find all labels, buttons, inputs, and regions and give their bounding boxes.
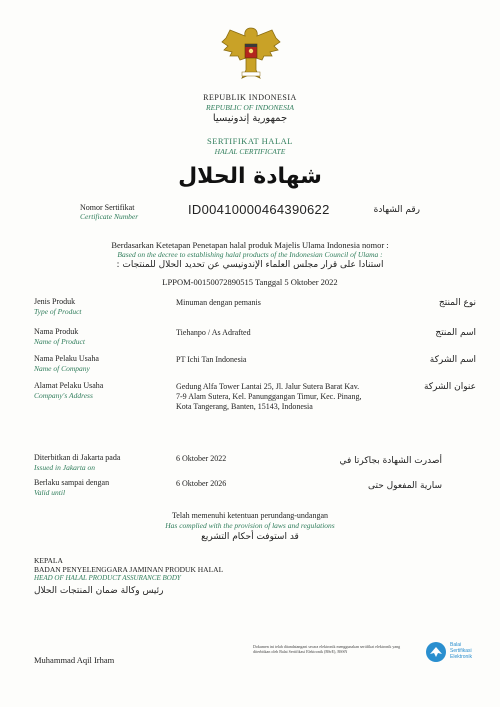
signatory-title-en: HEAD OF HALAL PRODUCT ASSURANCE BODY [34, 574, 181, 582]
bsre-line-3: Elektronik [450, 654, 472, 660]
date-label-ar: أصدرت الشهادة بجاكرتا في [339, 456, 442, 466]
cert-number-label: Nomor Sertifikat [80, 203, 135, 212]
bsre-line-1: Balai [450, 642, 462, 648]
signatory-title-ar: رئيس وكالة ضمان المنتجات الحلال [34, 586, 164, 596]
field-label: Alamat Pelaku Usaha [34, 381, 104, 390]
bsre-logo-icon [424, 640, 448, 664]
certificate-title-en: HALAL CERTIFICATE [214, 147, 286, 156]
decree-number: LPPOM-00150072890515 Tanggal 5 Oktober 2022 [162, 277, 338, 287]
field-label-ar: اسم المنتج [435, 328, 476, 338]
closing-line-ar: قد استوفت أحكام التشريع [201, 532, 299, 542]
cert-number: ID00410000464390622 [188, 202, 330, 217]
certificate-title: SERTIFIKAT HALAL [207, 136, 293, 146]
republic-title: REPUBLIK INDONESIA [203, 93, 297, 102]
field-value: Gedung Alfa Tower Lantai 25, Jl. Jalur Sutera Barat Kav. 7-9 Alam Sutera, Kel. Panunggangan Timur, Kec. Pinang, Kota Tangerang, Banten, 15143, Indonesia [176, 382, 362, 411]
cert-number-label-ar: رقم الشهادة [373, 205, 420, 215]
date-label-en: Valid until [34, 488, 66, 497]
field-value: Tiehanpo / As Adrafted [176, 328, 251, 337]
date-label-en: Issued in Jakarta on [34, 463, 96, 472]
basis-line-en: Based on the decree to establishing halal products of the Indonesian Council of Ulama : [117, 250, 383, 259]
basis-line-ar: استنادا على قرار مجلس العلماء الإندونيسي عن تحديد الحلال للمنتجات : [116, 260, 384, 270]
field-label-ar: اسم الشركة [429, 355, 476, 365]
date-label-ar: سارية المفعول حتى [368, 481, 442, 491]
closing-line-en: Has complied with the provision of laws and regulations [165, 521, 335, 530]
basis-line: Berdasarkan Ketetapan Penetapan halal produk Majelis Ulama Indonesia nomor : [111, 240, 389, 250]
field-label-en: Name of Company [34, 364, 90, 373]
field-label-en: Type of Product [34, 307, 82, 316]
date-value: 6 Oktober 2026 [176, 479, 227, 488]
field-label: Nama Pelaku Usaha [34, 354, 99, 363]
esign-note: Dokumen ini telah ditandatangani secara elektronik menggunakan sertifikat elektronik yang diterbitkan oleh Balai Sertifikasi Elektronik (BSrE), BSSN [253, 644, 401, 654]
field-label-en: Name of Product [34, 337, 85, 346]
republic-title-en: REPUBLIC OF INDONESIA [206, 103, 294, 112]
bsre-logo-text [450, 642, 472, 660]
field-label-ar: عنوان الشركة [423, 382, 476, 392]
date-label: Berlaku sampai dengan [34, 478, 110, 487]
field-label: Nama Produk [34, 327, 79, 336]
bsre-line-2: Sertifikasi [450, 648, 472, 654]
date-value: 6 Oktober 2022 [176, 454, 227, 463]
date-label: Diterbitkan di Jakarta pada [34, 453, 121, 462]
field-label-ar: نوع المنتج [438, 298, 476, 308]
field-label: Jenis Produk [34, 297, 76, 306]
certificate-title-ar: شهادة الحلال [178, 164, 322, 189]
signatory-agency: BADAN PENYELENGGARA JAMINAN PRODUK HALAL [34, 565, 224, 574]
closing-line: Telah memenuhi ketentuan perundang-undangan [171, 511, 329, 520]
field-value: Minuman dengan pemanis [176, 298, 261, 307]
signatory-title: KEPALA [34, 556, 63, 565]
signatory-name: Muhammad Aqil Irham [34, 655, 115, 665]
cert-number-label-en: Certificate Number [80, 212, 139, 221]
republic-title-ar: جمهورية إندونيسيا [212, 113, 288, 124]
garuda-emblem-icon [218, 20, 284, 86]
field-label-en: Company's Address [34, 391, 93, 400]
field-value: PT Ichi Tan Indonesia [176, 355, 247, 364]
